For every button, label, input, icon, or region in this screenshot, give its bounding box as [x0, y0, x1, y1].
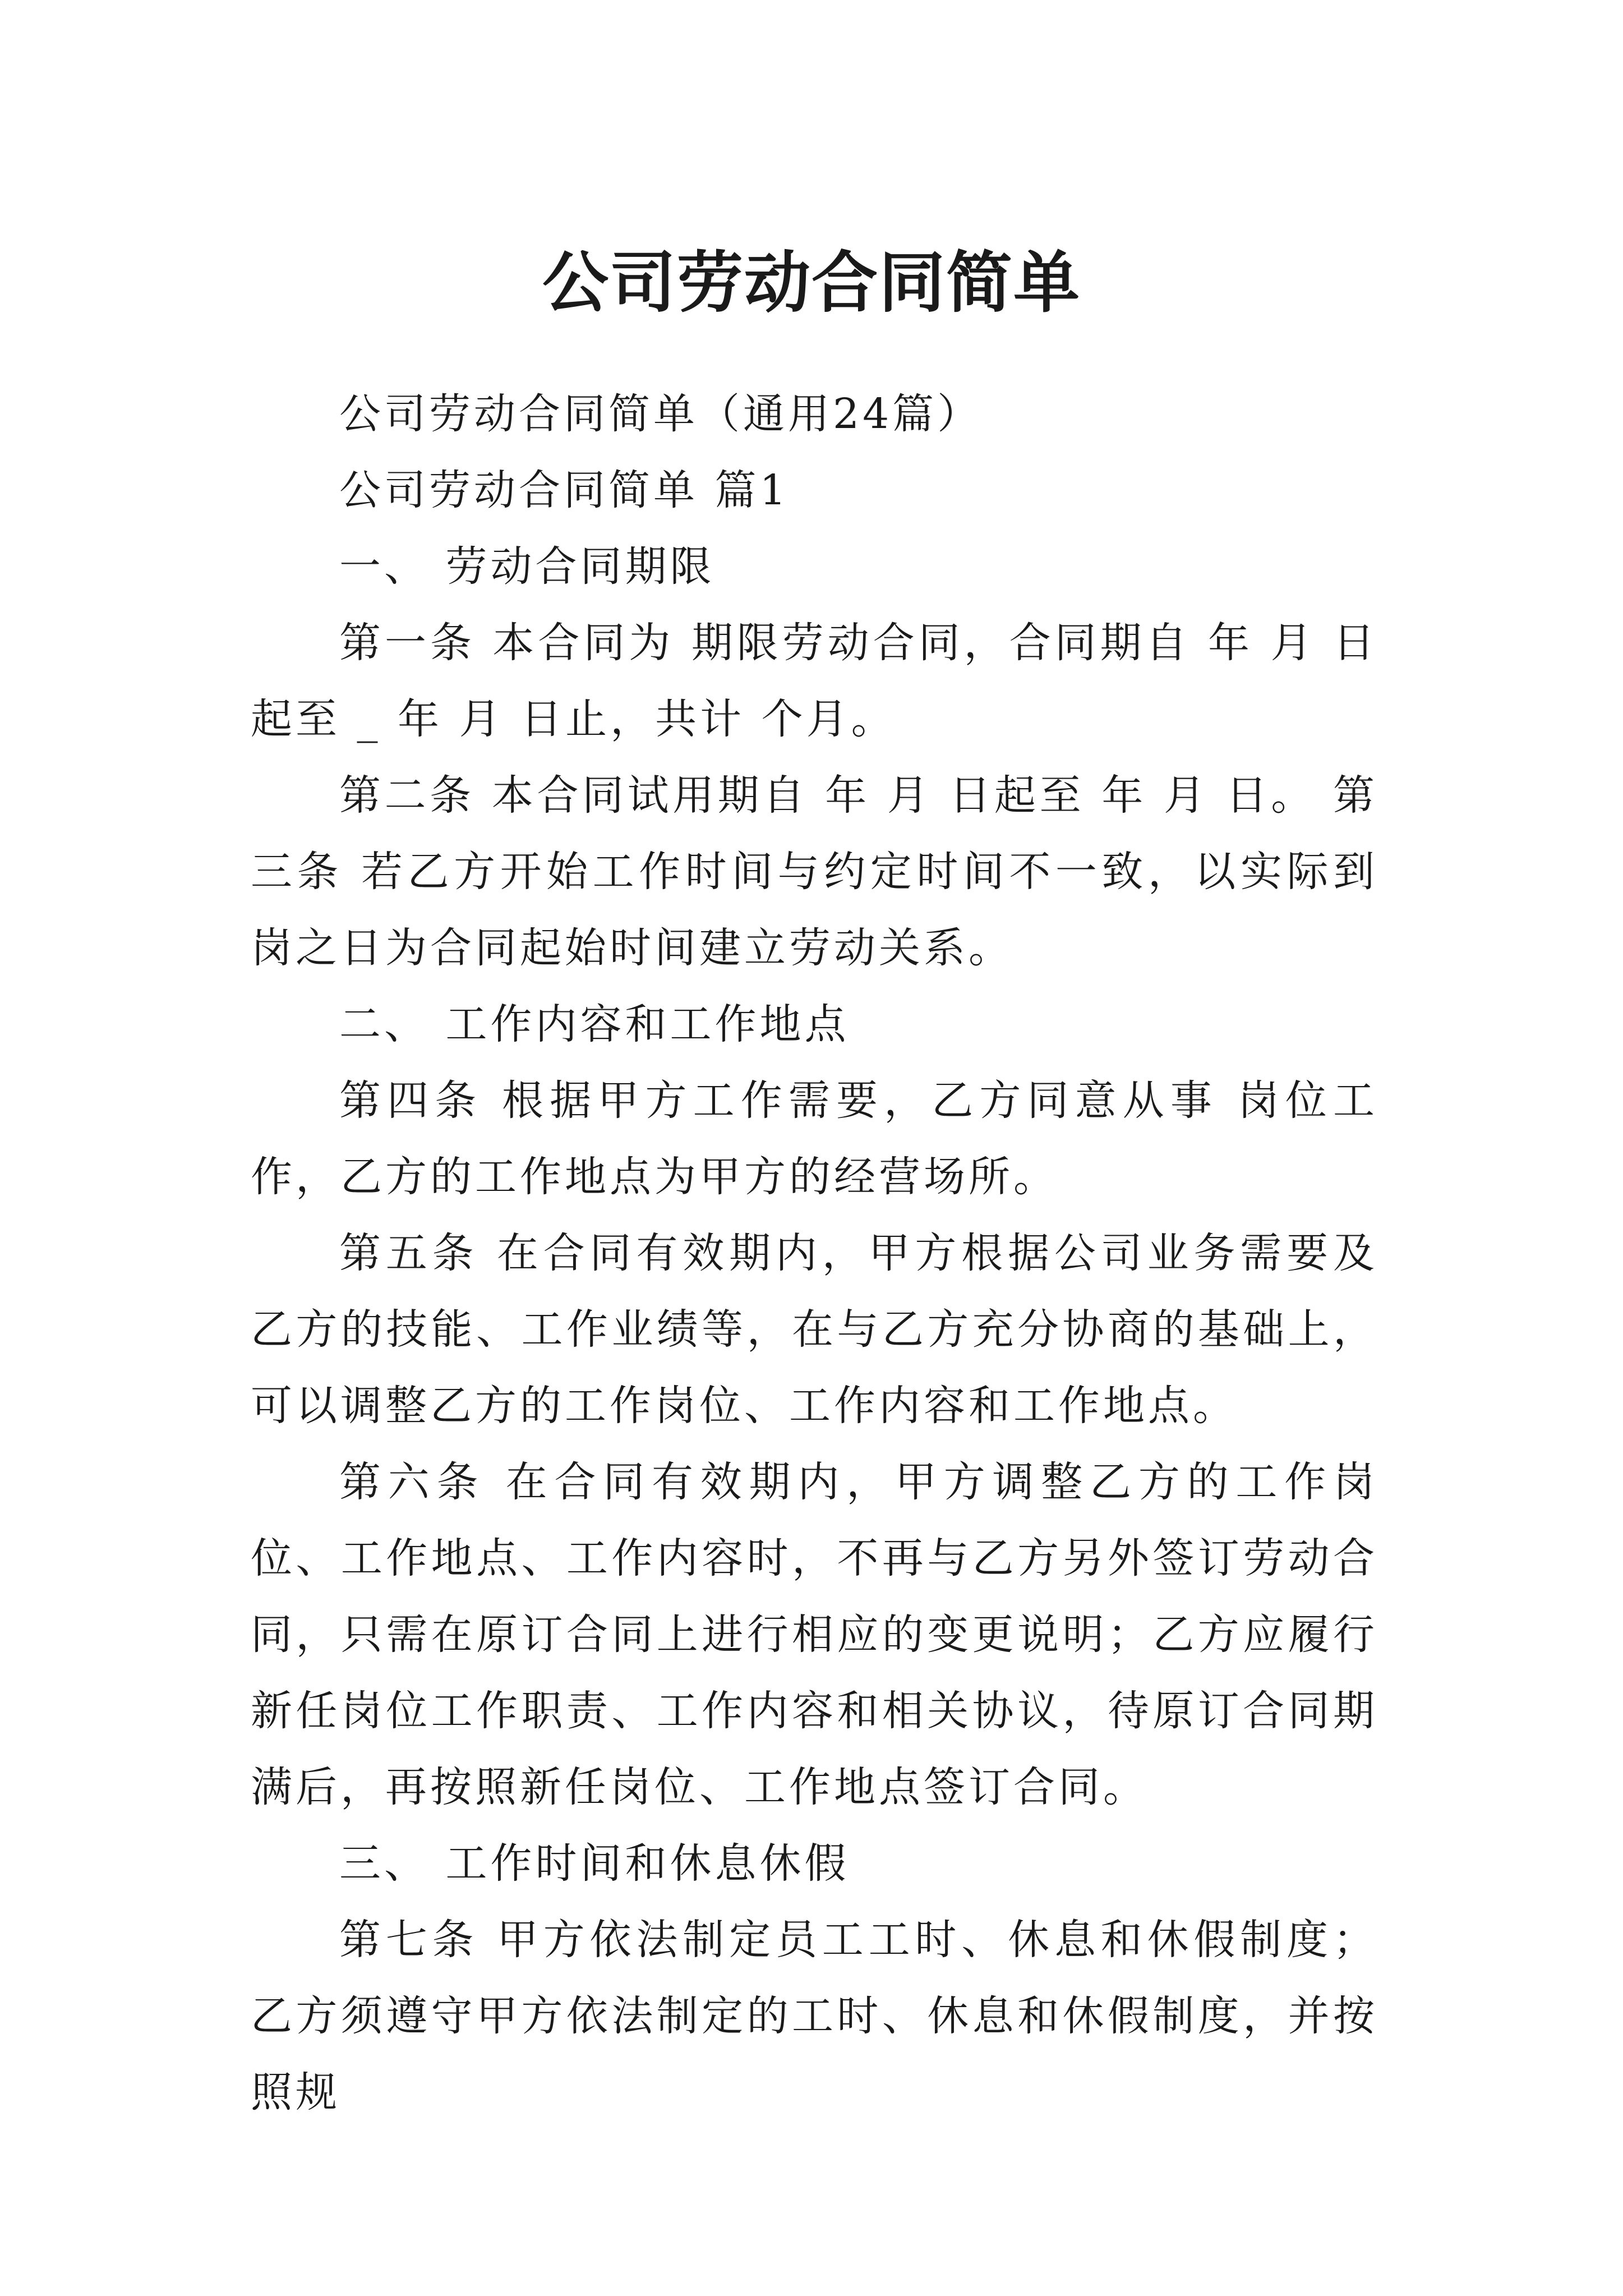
clause-6: 第六条 在合同有效期内，甲方调整乙方的工作岗位、工作地点、工作内容时，不再与乙方另外签订劳动合同，只需在原订合同上进行相应的变更说明；乙方应履行新任岗位工作职责、工作内容和相关协议，待原订合同期满后，再按照新任岗位、工作地点签订合同。 — [251, 1458, 1378, 1811]
clause-2-3: 第二条 本合同试用期自 年 月 日起至 年 月 日。 第三条 若乙方开始工作时间与约定时间不一致，以实际到岗之日为合同起始时间建立劳动关系。 — [251, 771, 1378, 972]
section-heading-contract-term: 一、 劳动合同期限 — [339, 542, 715, 591]
section-heading-work-content: 二、 工作内容和工作地点 — [339, 1000, 850, 1048]
section-heading-part-1: 公司劳动合同简单 篇1 — [339, 466, 790, 514]
clause-5: 第五条 在合同有效期内，甲方根据公司业务需要及乙方的技能、工作业绩等，在与乙方充分协商的基础上，可以调整乙方的工作岗位、工作内容和工作地点。 — [251, 1229, 1378, 1430]
clause-4: 第四条 根据甲方工作需要，乙方同意从事 岗位工作，乙方的工作地点为甲方的经营场所。 — [251, 1076, 1378, 1201]
clause-7: 第七条 甲方依法制定员工工时、休息和休假制度；乙方须遵守甲方依法制定的工时、休息和休假制度，并按照规 — [251, 1916, 1378, 2116]
section-heading-work-hours: 三、 工作时间和休息休假 — [339, 1839, 850, 1888]
document-title: 公司劳动合同简单 — [542, 243, 1081, 322]
clause-1: 第一条 本合同为 期限劳动合同，合同期自 年 月 日起至 _ 年 月 日止，共计 个月。 — [251, 619, 1378, 743]
document-body — [251, 376, 1378, 2131]
document-subtitle: 公司劳动合同简单（通用24篇） — [339, 390, 983, 438]
